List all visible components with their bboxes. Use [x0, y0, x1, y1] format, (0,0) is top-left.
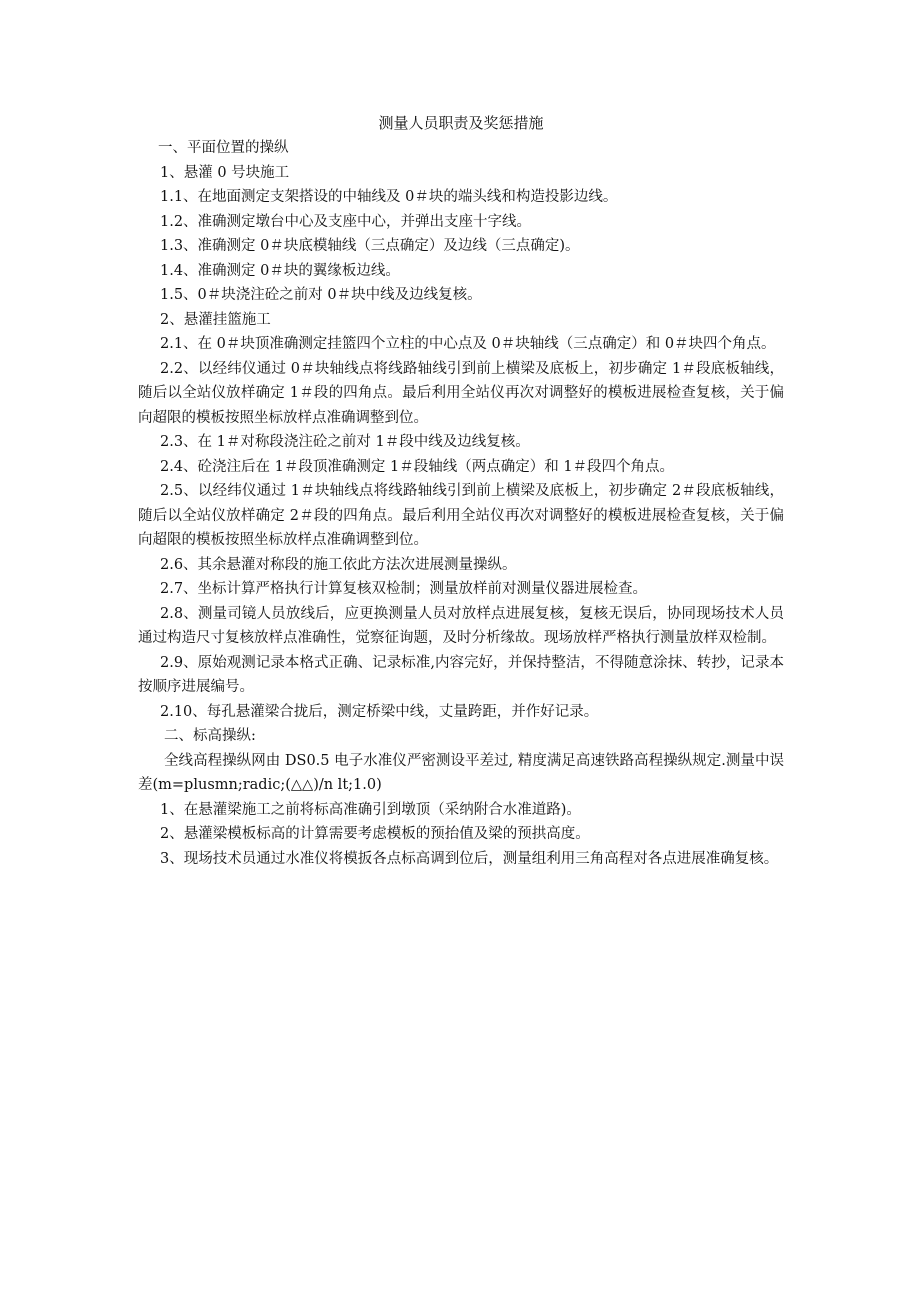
document-title: 测量人员职责及奖惩措施 [378, 114, 544, 132]
paragraph: 2.10、每孔悬灌梁合拢后，测定桥梁中线，丈量跨距，并作好记录。 [160, 703, 599, 720]
section-heading-elevation: 二、标高操纵: [164, 728, 256, 744]
paragraph: 2.1、在 0＃块顶准确测定挂篮四个立柱的中心点及 0＃块轴线（三点确定）和 0＃块四个角点。 [160, 336, 776, 352]
paragraph: 1、在悬灌梁施工之前将标高准确引到墩顶（采纳附合水准道路)。 [160, 801, 581, 818]
paragraph: 2.4、砼浇注后在 1＃段顶准确测定 1＃段轴线（两点确定）和 1＃段四个角点。 [160, 458, 675, 475]
paragraph: 2.2、以经纬仪通过 0＃块轴线点将线路轴线引到前上横梁及底板上，初步确定 1＃段底板轴线，随后以全站仪放样确定 1＃段的四角点。最后利用全站仪再次对调整好的模板进展检查复核，关于偏向超限的模板按照坐标放样点准确调整到位。 [138, 360, 784, 426]
subsection-heading: 1、悬灌 0 号块施工 [160, 164, 290, 181]
paragraph: 1.2、准确测定墩台中心及支座中心，并弹出支座十字线。 [160, 213, 532, 230]
paragraph: 2.3、在 1＃对称段浇注砼之前对 1＃段中线及边线复核。 [160, 434, 530, 450]
paragraph: 2.5、以经纬仪通过 1＃块轴线点将线路轴线引到前上横梁及底板上，初步确定 2＃段底板轴线，随后以全站仪放样确定 2＃段的四角点。最后利用全站仪再次对调整好的模板进展检查复核，关于偏向超限的模板按照坐标放样点准确调整到位。 [138, 483, 784, 548]
paragraph: 2.7、坐标计算严格执行计算复核双检制；测量放样前对测量仪器进展检查。 [160, 581, 648, 597]
section-heading-plane: 一、平面位置的操纵 [158, 140, 289, 156]
paragraph: 2.9、原始观测记录本格式正确、记录标准,内容完好，并保持整洁，不得随意涂抹、转抄，记录本按顺序进展编号。 [138, 654, 784, 695]
paragraph: 1.5、0＃块浇注砼之前对 0＃块中线及边线复核。 [160, 287, 482, 303]
paragraph: 1.1、在地面测定支架搭设的中轴线及 0＃块的端头线和构造投影边线。 [160, 189, 618, 205]
paragraph: 全线高程操纵网由 DS0.5 电子水准仪严密测设平差过, 精度满足高速铁路高程操纵规定.测量中误差(m=plusmn;radic;(△△)/n lt;1.0) [138, 752, 784, 793]
paragraph: 2、悬灌梁模板标高的计算需要考虑模板的预抬值及梁的预拱高度。 [160, 826, 590, 842]
subsection-heading: 2、悬灌挂篮施工 [160, 311, 271, 328]
paragraph: 1.4、准确测定 0＃块的翼缘板边线。 [160, 262, 400, 279]
paragraph: 3、现场技术员通过水准仪将模扳各点标高调到位后，测量组利用三角高程对各点进展准确复核。 [160, 850, 779, 867]
paragraph: 2.6、其余悬灌对称段的施工依此方法次进展测量操纵。 [160, 556, 517, 573]
paragraph: 2.8、测量司镜人员放线后，应更换测量人员对放样点进展复核，复核无误后，协同现场技术人员通过构造尺寸复核放样点准确性，觉察征询题，及时分析缘故。现场放样严格执行测量放样双检制。 [138, 605, 784, 646]
paragraph: 1.3、准确测定 0＃块底模轴线（三点确定）及边线（三点确定)。 [160, 238, 580, 254]
document-page [138, 110, 784, 871]
